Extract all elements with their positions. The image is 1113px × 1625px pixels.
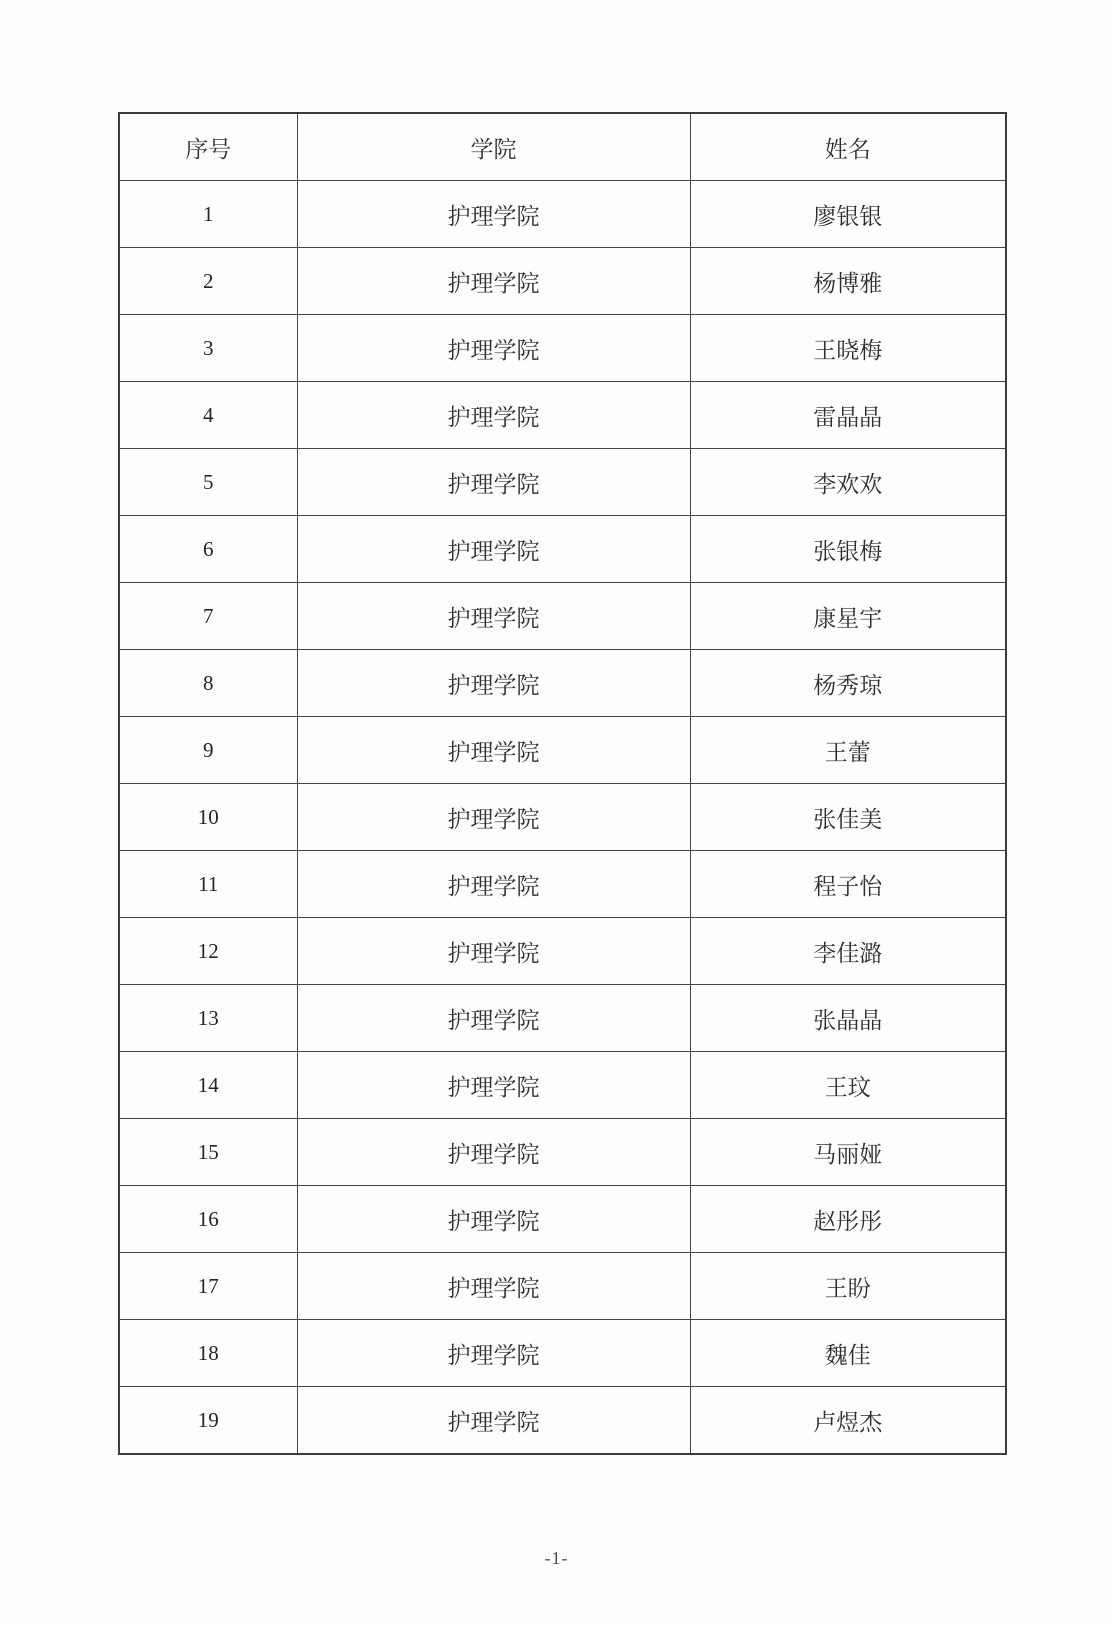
header-college: 学院: [297, 113, 690, 181]
cell-college: 护理学院: [297, 1253, 690, 1320]
header-row: [119, 113, 1006, 181]
cell-name: 康星宇: [690, 583, 1006, 650]
table-row: [119, 449, 1006, 516]
cell-college: 护理学院: [297, 449, 690, 516]
cell-name: 王盼: [690, 1253, 1006, 1320]
cell-college: 护理学院: [297, 918, 690, 985]
cell-no: 4: [119, 382, 297, 449]
cell-college: 护理学院: [297, 1052, 690, 1119]
page-number: -1-: [544, 1548, 569, 1568]
cell-name: 马丽娅: [690, 1119, 1006, 1186]
cell-name: 雷晶晶: [690, 382, 1006, 449]
cell-name: 王玟: [690, 1052, 1006, 1119]
cell-name: 魏佳: [690, 1320, 1006, 1387]
cell-no: 3: [119, 315, 297, 382]
table-row: [119, 1186, 1006, 1253]
cell-no: 13: [119, 985, 297, 1052]
cell-college: 护理学院: [297, 1119, 690, 1186]
cell-no: 1: [119, 181, 297, 248]
cell-name: 王蕾: [690, 717, 1006, 784]
cell-no: 9: [119, 717, 297, 784]
cell-no: 17: [119, 1253, 297, 1320]
cell-name: 卢煜杰: [690, 1387, 1006, 1455]
cell-no: 16: [119, 1186, 297, 1253]
cell-name: 程子怡: [690, 851, 1006, 918]
table-row: [119, 717, 1006, 784]
cell-no: 8: [119, 650, 297, 717]
cell-college: 护理学院: [297, 181, 690, 248]
cell-no: 18: [119, 1320, 297, 1387]
cell-name: 杨博雅: [690, 248, 1006, 315]
cell-college: 护理学院: [297, 1186, 690, 1253]
cell-college: 护理学院: [297, 717, 690, 784]
cell-no: 19: [119, 1387, 297, 1455]
cell-college: 护理学院: [297, 985, 690, 1052]
cell-name: 张佳美: [690, 784, 1006, 851]
table-row: [119, 382, 1006, 449]
cell-no: 7: [119, 583, 297, 650]
table-row: [119, 1119, 1006, 1186]
cell-name: 廖银银: [690, 181, 1006, 248]
student-roster-table: [118, 112, 1007, 1455]
cell-college: 护理学院: [297, 248, 690, 315]
cell-name: 张晶晶: [690, 985, 1006, 1052]
cell-name: 李欢欢: [690, 449, 1006, 516]
cell-no: 14: [119, 1052, 297, 1119]
cell-name: 赵彤彤: [690, 1186, 1006, 1253]
table-row: [119, 315, 1006, 382]
table-row: [119, 985, 1006, 1052]
table-row: [119, 1052, 1006, 1119]
cell-name: 王晓梅: [690, 315, 1006, 382]
cell-college: 护理学院: [297, 784, 690, 851]
table-row: [119, 583, 1006, 650]
cell-no: 6: [119, 516, 297, 583]
cell-college: 护理学院: [297, 1320, 690, 1387]
header-name: 姓名: [690, 113, 1006, 181]
cell-no: 11: [119, 851, 297, 918]
cell-no: 10: [119, 784, 297, 851]
cell-college: 护理学院: [297, 650, 690, 717]
table-body: [119, 181, 1006, 1455]
cell-college: 护理学院: [297, 382, 690, 449]
table-row: [119, 248, 1006, 315]
header-serial-number: 序号: [119, 113, 297, 181]
cell-no: 2: [119, 248, 297, 315]
cell-college: 护理学院: [297, 1387, 690, 1455]
table-row: [119, 1253, 1006, 1320]
cell-college: 护理学院: [297, 315, 690, 382]
table-row: [119, 918, 1006, 985]
cell-no: 12: [119, 918, 297, 985]
cell-no: 5: [119, 449, 297, 516]
table-row: [119, 784, 1006, 851]
table-header: [119, 113, 1006, 181]
cell-name: 李佳潞: [690, 918, 1006, 985]
table-row: [119, 851, 1006, 918]
cell-name: 杨秀琼: [690, 650, 1006, 717]
cell-no: 15: [119, 1119, 297, 1186]
cell-college: 护理学院: [297, 851, 690, 918]
table-row: [119, 1387, 1006, 1455]
table-row: [119, 1320, 1006, 1387]
table-row: [119, 650, 1006, 717]
cell-college: 护理学院: [297, 583, 690, 650]
cell-name: 张银梅: [690, 516, 1006, 583]
cell-college: 护理学院: [297, 516, 690, 583]
table-row: [119, 181, 1006, 248]
table-row: [119, 516, 1006, 583]
